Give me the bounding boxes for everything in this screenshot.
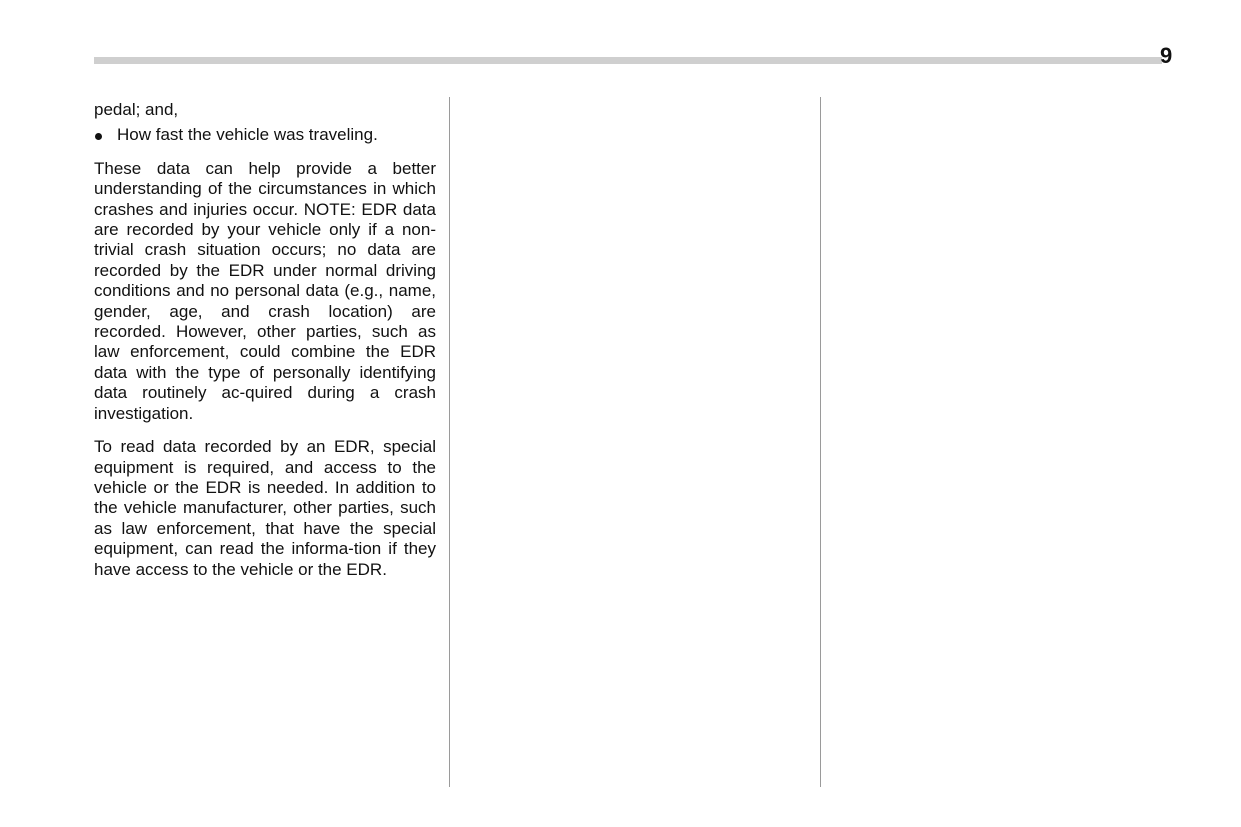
bullet-item <box>94 125 436 145</box>
column-divider-left <box>449 97 450 787</box>
page-number: 9 <box>1160 43 1173 68</box>
paragraph-edr-data-use: These data can help provide a better understanding of the circumstances in which crashes and injuries occur. NOTE: EDR data are recorded by your vehicle only if a non-trivial crash situation occurs; no data are recorded by the EDR under normal driving conditions and no personal data (e.g., name, gender, age, and crash location) are recorded. However, other parties, such as law enforcement, could combine the EDR data with the type of personally identifying data routinely ac-quired during a crash investigation. <box>94 158 436 423</box>
bullet-icon <box>95 133 102 140</box>
continuation-line: pedal; and, <box>94 100 179 119</box>
column-divider-right <box>820 97 821 787</box>
paragraph-edr-data-access: To read data recorded by an EDR, special equipment is required, and access to the vehicle or the EDR is needed. In addition to the vehicle manufacturer, other parties, such as law enforcement, that have the special equipment, can read the informa-tion if they have access to the vehicle or the EDR. <box>94 437 436 579</box>
text-column-left <box>94 100 436 580</box>
bullet-text: How fast the vehicle was traveling. <box>117 125 378 145</box>
header-rule <box>94 57 1162 64</box>
